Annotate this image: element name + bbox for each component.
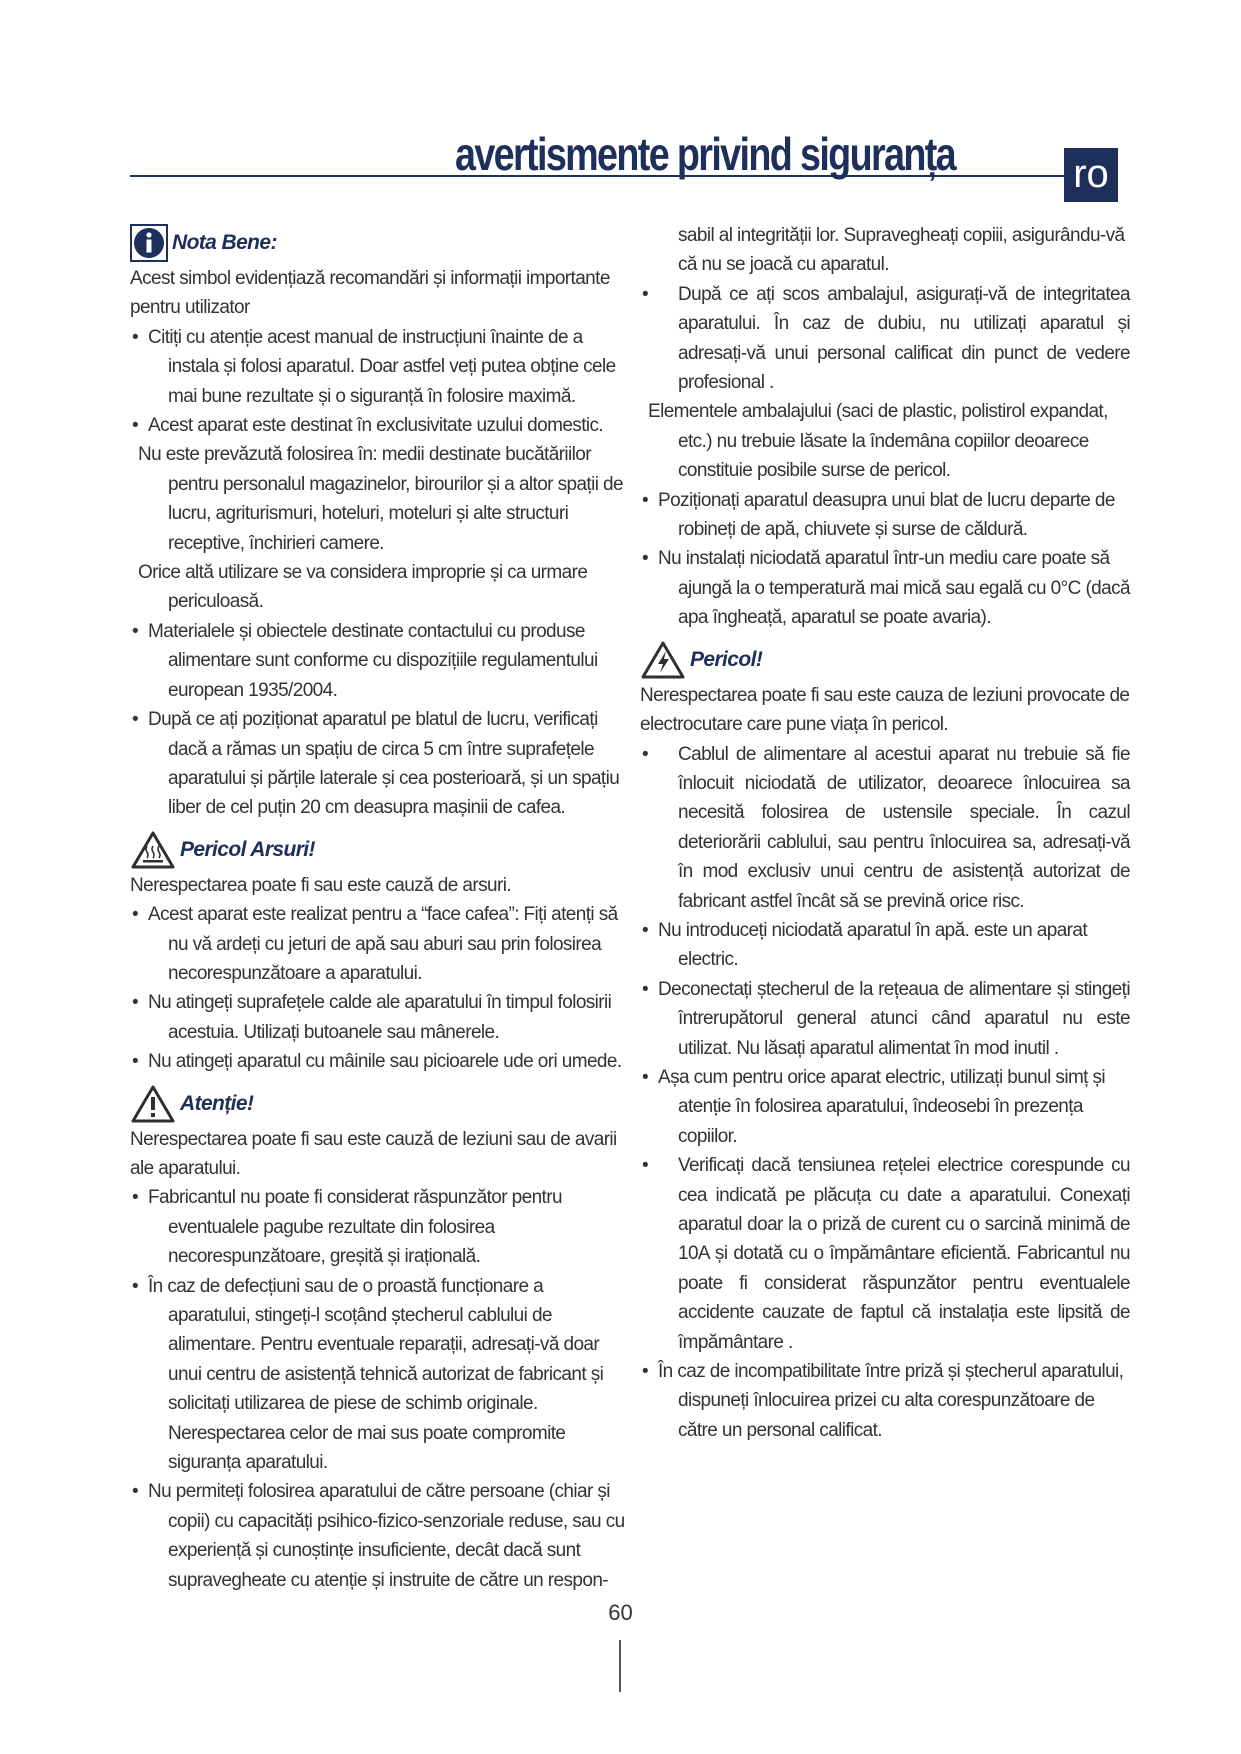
hot-surface-warning-icon [130, 830, 176, 870]
list-item-text: Poziționați aparatul deasupra unui blat de lucru departe de robineți de apă, chiuvete și surse de căldură. [658, 489, 1115, 541]
left-column [130, 222, 625, 1595]
list-item-text: Nu atingeți aparatul cu mâinile sau picioarele ude ori umede. [148, 1051, 622, 1073]
list-item: • Nu atingeți aparatul cu mâinile sau picioarele ude ori umede. [130, 1047, 625, 1076]
list-item-text: După ce ați poziționat aparatul pe blatul de lucru, verificați dacă a rămas un spațiu de circa 5 cm între suprafețele aparatului și părțile laterale și cea posterioară, și un spațiu liber de cel puțin 20 cm deasupra mașinii de cafea. [148, 709, 620, 819]
page-number: 60 [608, 1600, 633, 1625]
info-icon [130, 224, 168, 262]
list-item-text: Verificați dacă tensiunea rețelei electrice corespunde cu cea indicată pe plăcuța cu date a aparatului. Conexați aparatul doar la o priză de curent cu o sarcină minimă de 10A și dotată cu o împământare eficientă. Fabricantul nu poate fi considerat răspunzător pentru eventualele accidente cauzate de faptul că instalația este lipsită de împământare . [678, 1155, 1130, 1353]
burn-intro: Nerespectarea poate fi sau este cauză de arsuri. [130, 874, 511, 896]
usage-note: Orice altă utilizare se va considera improprie și ca urmare periculoasă. [138, 562, 588, 613]
list-item-text: Nu permiteți folosirea aparatului de către persoane (chiar și copii) cu capacități psihico-fizico-senzoriale reduse, sau cu experiență și cunoștințe insuficiente, decât dacă sunt supravegheate cu atenție și instruite de către un respon- [148, 1481, 625, 1591]
list-item: • Verificați dacă tensiunea rețelei electrice corespunde cu cea indicată pe plăcuța cu date a aparatului. Conexați aparatul doar la o priză de curent cu o sarcină minimă de 10A și dotată cu o împământare eficientă. Fabricantul nu poate fi considerat răspunzător pentru eventualele accidente cauzate de faptul că instalația este lipsită de împământare . [640, 1151, 1130, 1357]
usage-note: Nu este prevăzută folosirea în: medii destinate bucătăriilor pentru personalul magazinelor, birourilor și a altor spații de lucru, agriturismuri, hoteluri, moteluri și alte structuri receptive, închirieri camere. [138, 444, 623, 554]
danger-intro: Nerespectarea poate fi sau este cauza de leziuni provocate de electrocutare care pune viața în pericol. [640, 684, 1130, 736]
list-item-text: Deconectați ștecherul de la rețeaua de alimentare și stingeți întrerupătorul general atunci când aparatul nu este utilizat. Nu lăsați aparatul alimentat în mod inutil . [658, 978, 1130, 1059]
language-badge: ro [1064, 148, 1118, 202]
burn-title: Pericol Arsuri! [180, 838, 315, 862]
list-item-text: Nu instalați niciodată aparatul într-un mediu care poate să ajungă la o temperatură mai mică sau egală cu 0°C (dacă apa îngheață, aparatul se poate avaria). [658, 548, 1130, 629]
list-item-text: Cablul de alimentare al acestui aparat nu trebuie să fie înlocuit niciodată de utilizator, deoarece înlocuirea sa necesită folosirea de ustensile speciale. În cazul deteriorării cablului, sau pentru înlocuirea sa, adresați-vă în mod exclusiv unui centru de asistență autorizat de fabricant astfel încât să se prevină orice risc. [678, 743, 1130, 912]
exclamation-warning-icon [130, 1084, 176, 1124]
list-item-text: Materialele și obiectele destinate contactului cu produse alimentare sunt conforme cu dispozițiile regulamentului european 1935/2004. [148, 620, 598, 701]
nota-bene-intro: Acest simbol evidențiază recomandări și informații importante pentru utilizator [130, 268, 610, 319]
list-item-text: În caz de defecțiuni sau de o proastă funcționare a aparatului, stingeți-l scoțând ștecherul cablului de alimentare. Pentru eventuale reparații, adresați-vă doar unui centru de asistență tehnică autorizat de fabricant și solicitați utilizarea de piese de schimb originale. Nerespectarea celor de mai sus poate compromite siguranța aparatului. [148, 1275, 604, 1474]
list-item: • Acest aparat este destinat în exclusivitate uzului domestic. [130, 411, 625, 440]
danger-heading [640, 639, 1130, 681]
list-item: • Așa cum pentru orice aparat electric, utilizați bunul simț și atenție în folosirea aparatului, îndeosebi în prezența copiilor. [640, 1063, 1130, 1151]
list-item: • Materialele și obiectele destinate contactului cu produse alimentare sunt conforme cu dispozițiile regulamentului european 1935/2004. [130, 617, 625, 705]
list-item: • Poziționați aparatul deasupra unui blat de lucru departe de robineți de apă, chiuvete și surse de căldură. [640, 486, 1130, 545]
page-title: avertismente privind siguranța [455, 128, 956, 180]
list-item-text: Citiți cu atenție acest manual de instrucțiuni înainte de a instala și folosi aparatul. Doar astfel veți putea obține cele mai bune rezultate și o siguranță în folosire maximă. [148, 326, 616, 407]
list-item-text: În caz de incompatibilitate între priză și ștecherul aparatului, dispuneți înlocuirea prizei cu alta corespunzătoare de către un personal calificat. [658, 1361, 1124, 1441]
list-item: • Fabricantul nu poate fi considerat răspunzător pentru eventualele pagube rezultate din folosirea necorespunzătoare, greșită și irațională. [130, 1183, 625, 1271]
attention-heading [130, 1083, 625, 1125]
list-item: • Acest aparat este realizat pentru a “face cafea”: Fiți atenți să nu vă ardeți cu jeturi de apă sau aburi sau prin folosirea necorespunzătoare a aparatului. [130, 900, 625, 988]
electric-shock-warning-icon [640, 640, 686, 680]
burn-heading [130, 829, 625, 871]
list-item: • Citiți cu atenție acest manual de instrucțiuni înainte de a instala și folosi aparatul. Doar astfel veți putea obține cele mai bune rezultate și o siguranță în folosire maximă. [130, 323, 625, 411]
attention-title: Atenție! [180, 1091, 254, 1115]
danger-title: Pericol! [690, 647, 763, 671]
list-item-text: Nu introduceți niciodată aparatul în apă. este un aparat electric. [658, 919, 1088, 971]
list-item-text: După ce ați scos ambalajul, asigurați-vă de integritatea aparatului. În caz de dubiu, nu utilizați aparatul și adresați-vă unui personal calificat din punct de vedere profesional . [678, 283, 1130, 394]
nota-bene-heading [130, 222, 625, 264]
list-item-text: Nu atingeți suprafețele calde ale aparatului în timpul folosirii acestuia. Utilizați butoanele sau mânerele. [148, 992, 612, 1043]
list-item: • Nu introduceți niciodată aparatul în apă. este un aparat electric. [640, 916, 1130, 975]
footer-rule [619, 1640, 621, 1692]
list-item: • Nu permiteți folosirea aparatului de către persoane (chiar și copii) cu capacități psihico-fizico-senzoriale reduse, sau cu experiență și cunoștințe insuficiente, decât dacă sunt supravegheate cu atenție și instruite de către un respon- [130, 1477, 625, 1595]
right-column [640, 221, 1130, 1445]
list-item: • Deconectați ștecherul de la rețeaua de alimentare și stingeți întrerupătorul general atunci când aparatul nu este utilizat. Nu lăsați aparatul alimentat în mod inutil . [640, 975, 1130, 1063]
list-item: • În caz de defecțiuni sau de o proastă funcționare a aparatului, stingeți-l scoțând ștecherul cablului de alimentare. Pentru eventuale reparații, adresați-vă doar unui centru de asistență tehnică autorizat de fabricant și solicitați utilizarea de piese de schimb originale. Nerespectarea celor de mai sus poate compromite siguranța aparatului. [130, 1272, 625, 1478]
nota-bene-title: Nota Bene: [172, 231, 277, 255]
continued-text: sabil al integrității lor. Supravegheați copiii, asigurându-vă că nu se joacă cu aparatul. [678, 225, 1125, 276]
list-item: • Cablul de alimentare al acestui aparat nu trebuie să fie înlocuit niciodată de utilizator, deoarece înlocuirea sa necesită folosirea de ustensile speciale. În cazul deteriorării cablului, sau pentru înlocuirea sa, adresați-vă în mod exclusiv unui centru de asistență autorizat de fabricant astfel încât să se prevină orice risc. [640, 740, 1130, 916]
list-item-text: Acest aparat este destinat în exclusivitate uzului domestic. [148, 415, 604, 437]
list-item: • După ce ați scos ambalajul, asigurați-vă de integritatea aparatului. În caz de dubiu, nu utilizați aparatul și adresați-vă unui personal calificat din punct de vedere profesional . [640, 280, 1130, 398]
list-item: • În caz de incompatibilitate între priză și ștecherul aparatului, dispuneți înlocuirea prizei cu alta corespunzătoare de către un personal calificat. [640, 1357, 1130, 1445]
list-item: • După ce ați poziționat aparatul pe blatul de lucru, verificați dacă a rămas un spațiu de circa 5 cm între suprafețele aparatului și părțile laterale și cea posterioară, și un spațiu liber de cel puțin 20 cm deasupra mașinii de cafea. [130, 705, 625, 823]
list-item-text: Așa cum pentru orice aparat electric, utilizați bunul simț și atenție în folosirea aparatului, îndeosebi în prezența copiilor. [658, 1066, 1106, 1147]
list-item-text: Fabricantul nu poate fi considerat răspunzător pentru eventualele pagube rezultate din folosirea necorespunzătoare, greșită și irațională. [148, 1187, 562, 1268]
list-item: • Nu instalați niciodată aparatul într-un mediu care poate să ajungă la o temperatură mai mică sau egală cu 0°C (dacă apa îngheață, aparatul se poate avaria). [640, 544, 1130, 632]
attention-intro: Nerespectarea poate fi sau este cauză de leziuni sau de avarii ale aparatului. [130, 1128, 617, 1179]
list-item-text: Acest aparat este realizat pentru a “face cafea”: Fiți atenți să nu vă ardeți cu jeturi de apă sau aburi sau prin folosirea necorespunzătoare a aparatului. [148, 904, 618, 984]
packaging-note: Elementele ambalajului (saci de plastic, polistirol expandat, etc.) nu trebuie lăsate la îndemâna copiilor deoarece constituie posibile surse de pericol. [648, 401, 1108, 482]
list-item: • Nu atingeți suprafețele calde ale aparatului în timpul folosirii acestuia. Utilizați butoanele sau mânerele. [130, 988, 625, 1047]
